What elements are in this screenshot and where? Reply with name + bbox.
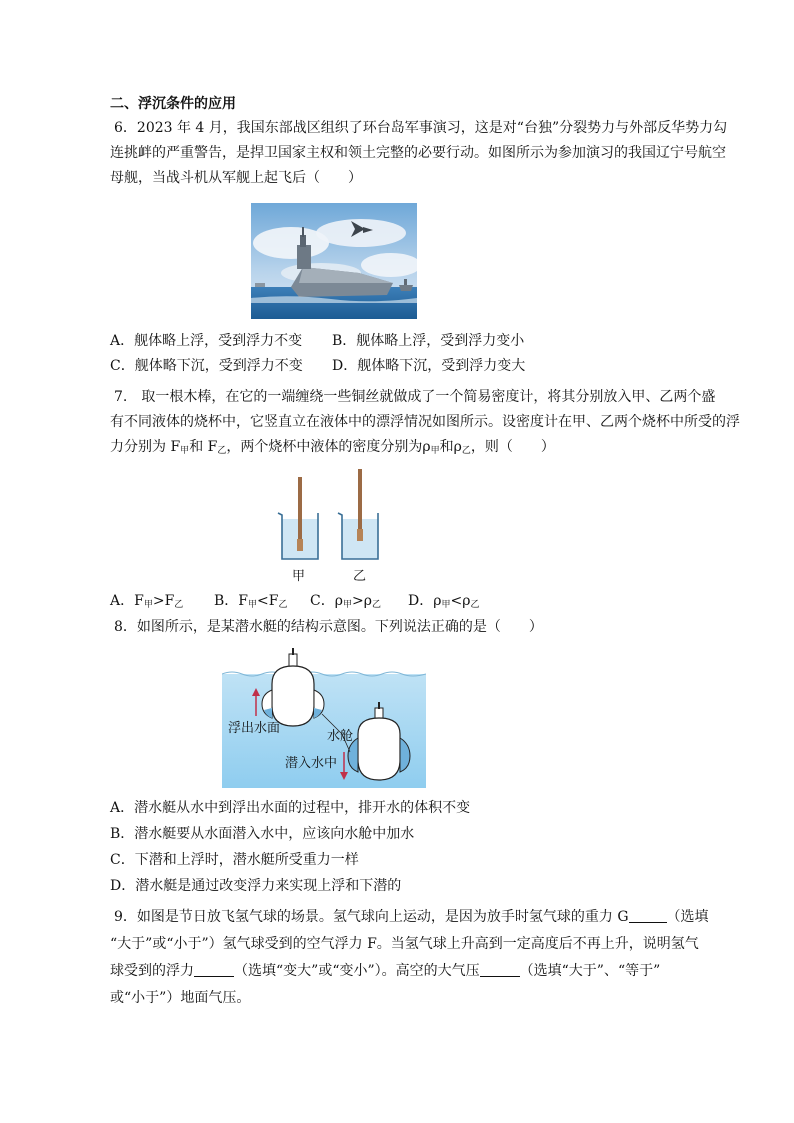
q6-option-a[interactable]: A．舰体略上浮，受到浮力不变 <box>110 333 303 349</box>
q8-option-c[interactable]: C．下潜和上浮时，潜水艇所受重力一样 <box>110 852 359 868</box>
q7-options-row <box>110 591 479 615</box>
q7-option-c[interactable]: C．$\rho_甲>\rho_乙$ <box>310 593 381 610</box>
beaker-label-right: 乙 <box>353 569 367 584</box>
beakers-diagram <box>272 467 392 567</box>
q6-text-line-3: 母舰，当战斗机从军舰上起飞后（ ） <box>110 170 362 186</box>
aircraft-carrier-photo <box>251 203 417 319</box>
q9-text-line-3: 球受到的浮力 （选填“变大”或“变小”）。高空的大气压 （选填“大于”、“等于” <box>110 963 661 979</box>
q9-text-line-1: 9．如图是节日放飞氢气球的场景。氢气球向上运动，是因为放手时氢气球的重力 G （选填 <box>114 909 709 925</box>
label-dive: 潜入水中 <box>285 756 338 771</box>
q7-option-d[interactable]: D．$\rho_甲<\rho_乙$ <box>408 593 480 610</box>
q7-text-line-2: 有不同液体的烧杯中，它竖直立在液体中的漂浮情况如图所示。设密度计在甲、乙两个烧杯中所受的浮 <box>110 414 740 430</box>
label-surface: 浮出水面 <box>228 721 281 736</box>
q9-blank-1[interactable] <box>629 908 667 923</box>
q6-options-row-2 <box>110 356 525 376</box>
beaker-label-left: 甲 <box>292 569 306 584</box>
label-water-tank: 水舱 <box>327 729 354 744</box>
q7-option-b[interactable]: B．$F_甲<F_乙$ <box>214 593 288 610</box>
q6-option-b[interactable]: B．舰体略上浮，受到浮力变小 <box>332 333 525 349</box>
q6-option-d[interactable]: D．舰体略下沉，受到浮力变大 <box>332 358 526 374</box>
q9-blank-3[interactable] <box>480 962 520 977</box>
q8-option-d[interactable]: D．潜水艇是通过改变浮力来实现上浮和下潜的 <box>110 878 402 894</box>
q7-text-line-3: 力分别为 $F_甲$和 $F_乙$，两个烧杯中液体的密度分别为$\rho_甲$和$\rho_乙$，则（ ） <box>110 439 555 456</box>
q6-text-line-2: 连挑衅的严重警告，是捍卫国家主权和领土完整的必要行动。如图所示为参加演习的我国辽宁号航空 <box>110 145 726 161</box>
q6-options-row-1 <box>110 331 524 351</box>
q6-text-line-1: 6．2023 年 4 月，我国东部战区组织了环台岛军事演习，这是对“台独”分裂势力与外部反华势力勾 <box>114 120 728 136</box>
q8-option-a[interactable]: A．潜水艇从水中到浮出水面的过程中，排开水的体积不变 <box>110 800 471 816</box>
q9-text-line-4: 或“小于”）地面气压。 <box>110 990 251 1006</box>
q8-option-b[interactable]: B．潜水艇要从水面潜入水中，应该向水舱中加水 <box>110 826 415 842</box>
section-heading: 二、浮沉条件的应用 <box>110 96 236 112</box>
q9-text-line-2: “大于”或“小于”）氢气球受到的空气浮力 F。当氢气球上升高到一定高度后不再上升，说明氢气 <box>110 936 699 952</box>
q9-blank-2[interactable] <box>194 962 234 977</box>
q7-option-a[interactable]: A．$F_甲>F_乙$ <box>110 593 184 610</box>
q7-text-line-1: 7. 取一根木棒，在它的一端缠绕一些铜丝就做成了一个简易密度计，将其分别放入甲、乙两个盛 <box>114 389 716 405</box>
q6-option-c[interactable]: C．舰体略下沉，受到浮力不变 <box>110 358 303 374</box>
q8-text-line-1: 8．如图所示，是某潜水艇的结构示意图。下列说法正确的是（ ） <box>114 619 543 635</box>
